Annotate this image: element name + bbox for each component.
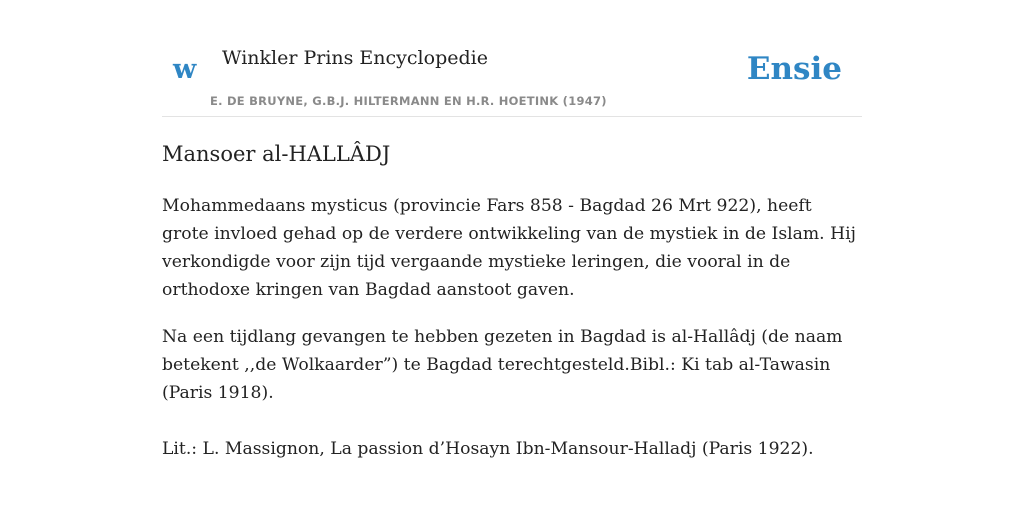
article: [162, 138, 862, 463]
winkler-prins-logo[interactable]: w: [173, 54, 197, 85]
article-paragraph: Mohammedaans mysticus (provincie Fars 858 - Bagdad 26 Mrt 922), heeft grote invloed gehad op de verdere ontwikkeling van de mystiek in de Islam. Hij verkondigde voor zijn tijd vergaande mystieke leringen, die vooral in de orthodoxe kringen van Bagdad aanstoot gaven.: [162, 196, 856, 300]
page-header: [162, 0, 862, 117]
article-title: Mansoer al-HALLÂDJ: [162, 142, 391, 166]
literature-reference: Lit.: L. Massignon, La passion d’Hosayn Ibn-Mansour-Halladj (Paris 1922).: [162, 439, 814, 459]
publication-title[interactable]: Winkler Prins Encyclopedie: [222, 47, 488, 69]
publication-authors: E. DE BRUYNE, G.B.J. HILTERMANN EN H.R. HOETINK (1947): [210, 94, 607, 108]
article-paragraph: Na een tijdlang gevangen te hebben gezeten in Bagdad is al-Hallâdj (de naam betekent ,,de Wolkaarder”) te Bagdad terechtgesteld.Bibl.: Ki tab al-Tawasin (Paris 1918).: [162, 327, 843, 403]
ensie-brand-logo[interactable]: Ensie: [746, 51, 842, 87]
